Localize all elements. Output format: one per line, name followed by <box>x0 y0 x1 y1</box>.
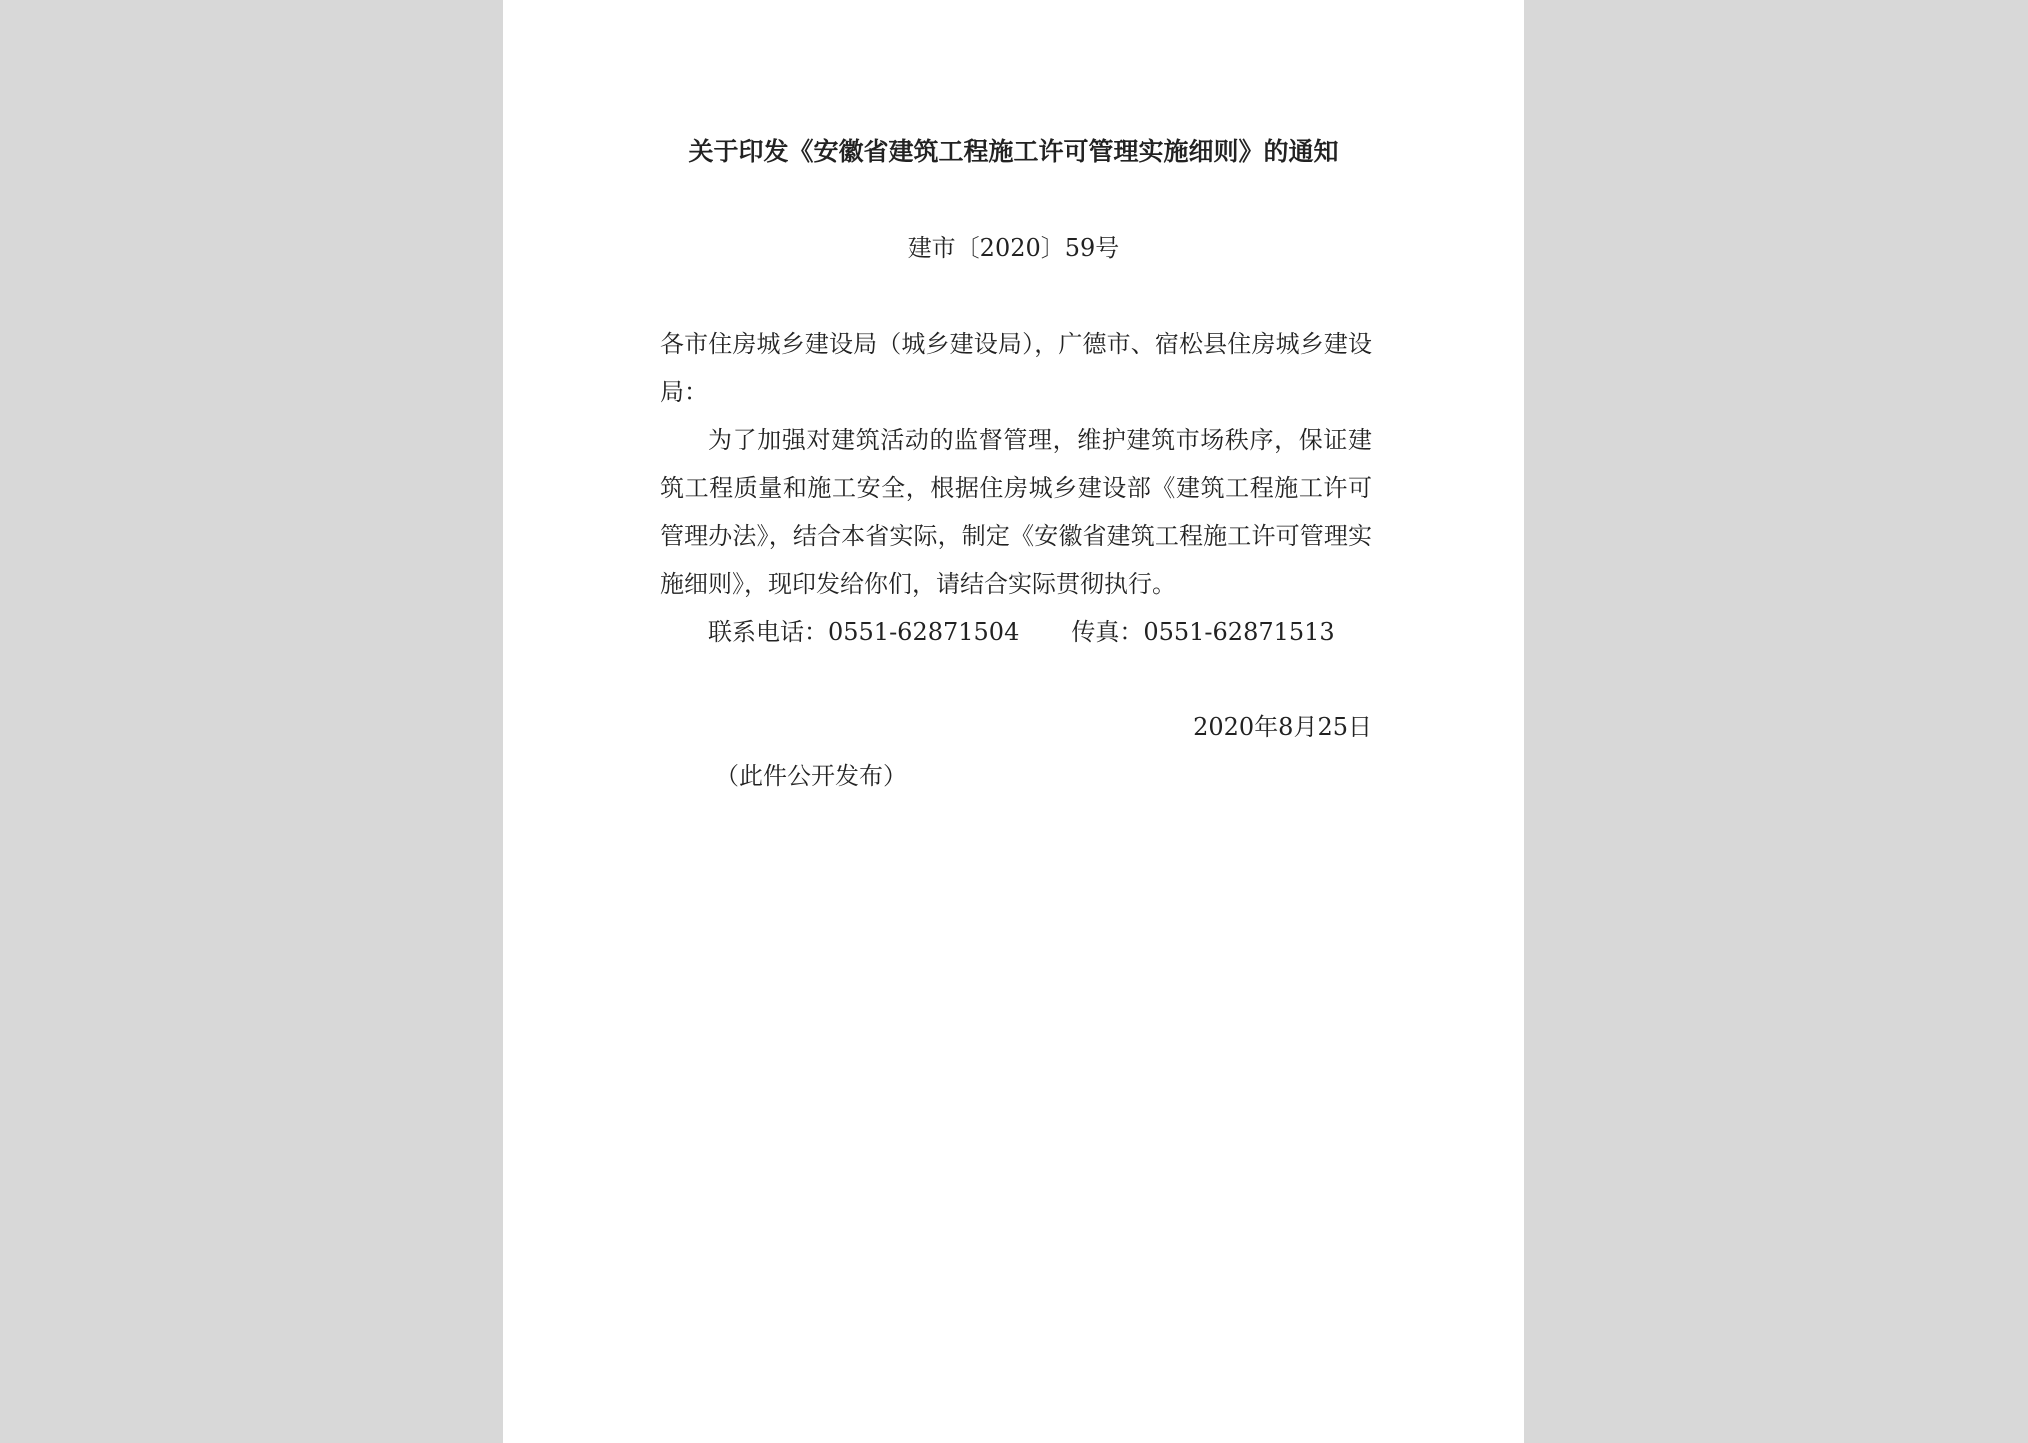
addressee: 各市住房城乡建设局（城乡建设局），广德市、宿松县住房城乡建设局： <box>660 330 1372 406</box>
document-page <box>503 0 1524 1443</box>
publish-note: （此件公开发布） <box>715 762 907 790</box>
document-number: 建市〔2020〕59号 <box>907 234 1120 262</box>
contact-line <box>708 608 1335 656</box>
document-title: 关于印发《安徽省建筑工程施工许可管理实施细则》的通知 <box>688 137 1339 166</box>
contact-phone: 联系电话：0551-62871504 <box>708 618 1020 646</box>
body-paragraph: 为了加强对建筑活动的监督管理，维护建筑市场秩序，保证建筑工程质量和施工安全，根据住房城乡建设部《建筑工程施工许可管理办法》，结合本省实际，制定《安徽省建筑工程施工许可管理实施细则》，现印发给你们，请结合实际贯彻执行。 <box>660 426 1372 598</box>
issue-date: 2020年8月25日 <box>1193 713 1372 741</box>
contact-fax: 传真：0551-62871513 <box>1071 618 1335 646</box>
